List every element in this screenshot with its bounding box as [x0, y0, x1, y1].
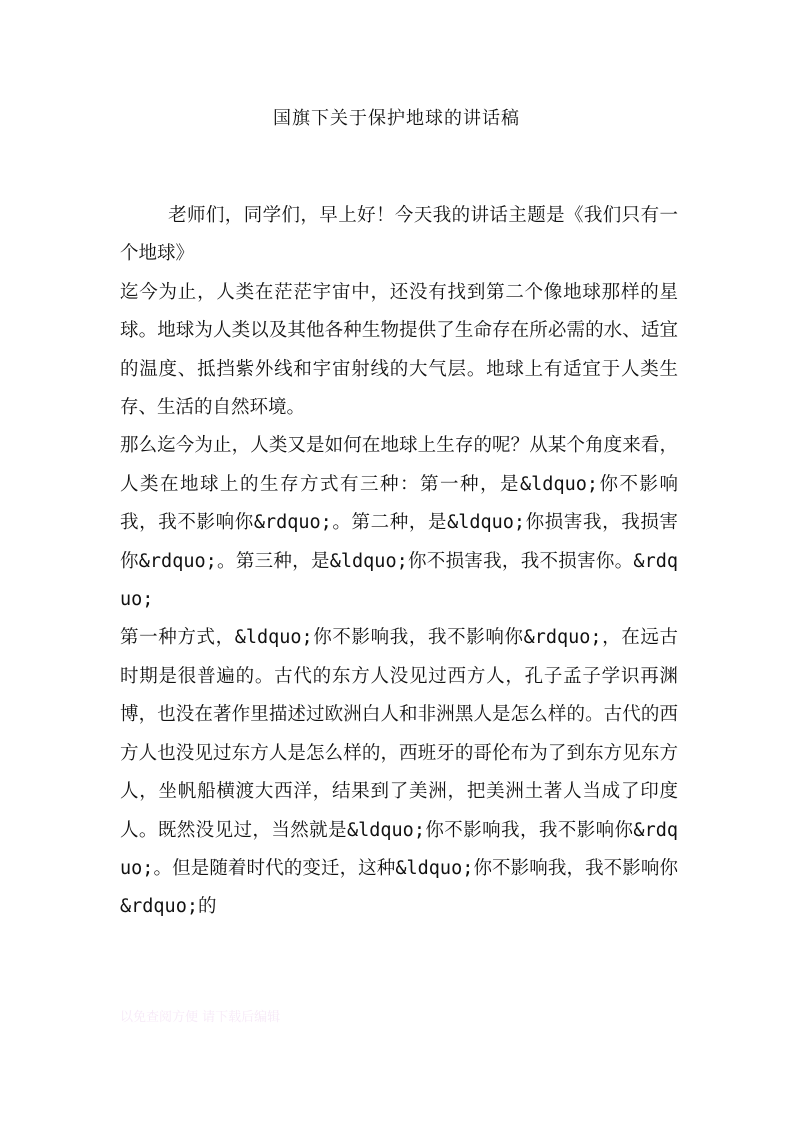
paragraph-first-way: 第一种方式，&ldquo;你不影响我，我不影响你&rdquo;，在远古时期是很普遍的。古代的东方人没见过西方人，孔子孟子学识再渊博，也没在著作里描述过欧洲白人和非洲黑人是怎么样的。古代的西方人也没见过东方人是怎么样的，西班牙的哥伦布为了到东方见东方人，坐帆船横渡大西洋，结果到了美洲，把美洲土著人当成了印度人。既然没见过，当然就是&ldquo;你不影响我，我不影响你&rdquo;。但是随着时代的变迁，这种&ldquo;你不影响我，我不影响你&rdquo;的 [120, 627, 678, 918]
paragraph-three-ways: 那么迄今为止，人类又是如何在地球上生存的呢？从某个角度来看，人类在地球上的生存方式有三种：第一种，是&ldquo;你不影响我，我不影响你&rdquo;。第二种，是&ldquo;你损害我，我损害你&rdquo;。第三种，是&ldquo;你不损害我，我不损害你。&rdquo; [120, 435, 678, 611]
document-body [120, 197, 678, 927]
document-title: 国旗下关于保护地球的讲话稿 [273, 108, 520, 129]
faded-footer-text: 以免查阅方便 请下载后编辑 [120, 1010, 281, 1025]
paragraph-greeting: 老师们，同学们，早上好！今天我的讲话主题是《我们只有一个地球》 [120, 205, 678, 265]
paragraph-earth: 迄今为止，人类在茫茫宇宙中，还没有找到第二个像地球那样的星球。地球为人类以及其他各种生物提供了生命存在所必需的水、适宜的温度、抵挡紫外线和宇宙射线的大气层。地球上有适宜于人类生存、生活的自然环境。 [120, 281, 678, 419]
